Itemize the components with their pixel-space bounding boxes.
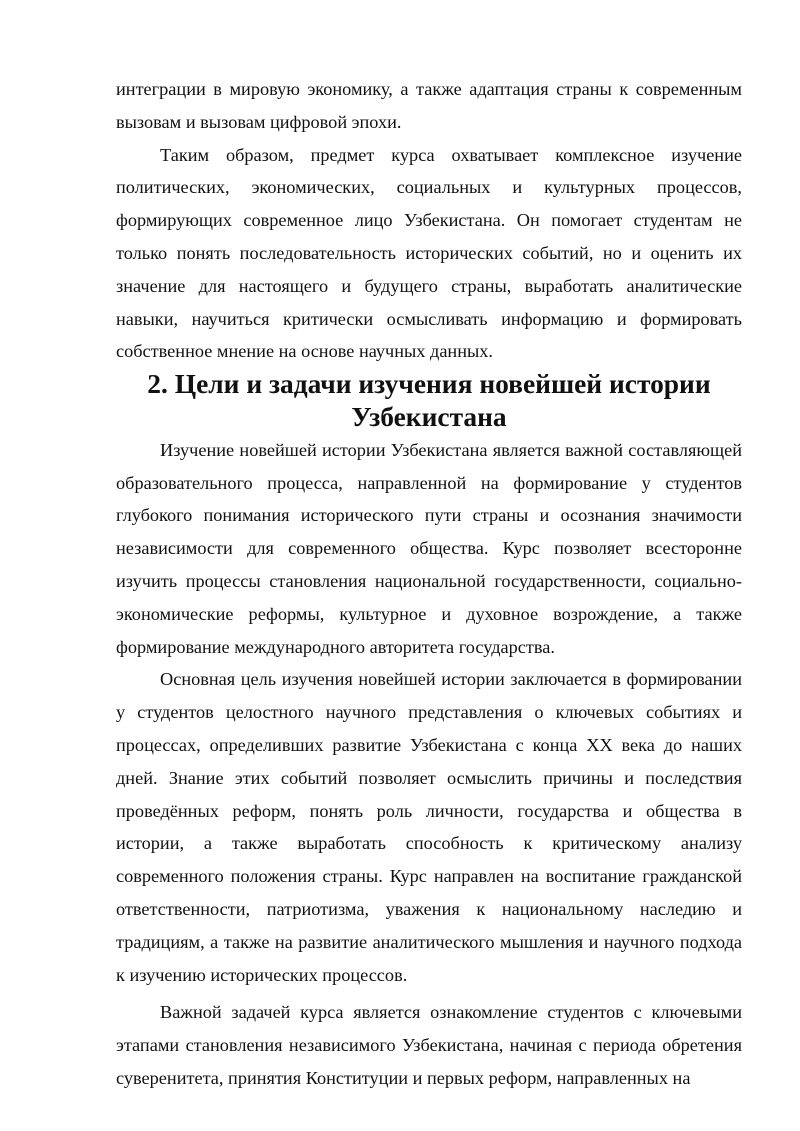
paragraph-course-subject-summary: Таким образом, предмет курса охватывает комплексное изучение политических, экономических, социальных и культурных процессов, формирующих современное лицо Узбекистана. Он помогает студентам не только понять последовательность исторических событий, но и оценить их значение для настоящего и будущего страны, выработать аналитические навыки, научиться критически осмысливать информацию и формировать собственное мнение на основе научных данных. — [116, 144, 742, 362]
text-body — [116, 73, 742, 1095]
paragraph-course-task: Важной задачей курса является ознакомление студентов с ключевыми этапами становления независимого Узбекистана, начиная с периода обретения суверенитета, принятия Конституции и первых реформ, направленных на — [116, 1002, 742, 1088]
paragraph-continued: интеграции в мировую экономику, а также адаптация страны к современным вызовам и вызовам цифровой эпохи. — [116, 79, 742, 132]
paragraph-main-goal: Основная цель изучения новейшей истории заключается в формировании у студентов целостного научного представления о ключевых событиях и процессах, определивших развитие Узбекистана с конца XX века до наших дней. Знание этих событий позволяет осмыслить причины и последствия проведённых реформ, понять роль личности, государства и общества в истории, а также выработать способность к критическому анализу современного положения страны. Курс направлен на воспитание гражданской ответственности, патриотизма, уважения к национальному наследию и традициям, а также на развитие аналитического мышления и научного подхода к изучению исторических процессов. — [116, 669, 742, 985]
section-heading: 2. Цели и задачи изучения новейшей истории Узбекистана — [147, 369, 711, 432]
paragraph-study-importance: Изучение новейшей истории Узбекистана является важной составляющей образовательного процесса, направленной на формирование у студентов глубокого понимания исторического пути страны и осознания значимости независимости для современного общества. Курс позволяет всесторонне изучить процессы становления национальной государственности, социально-экономические реформы, культурное и духовное возрождение, а также формирование международного авторитета государства. — [116, 439, 742, 657]
